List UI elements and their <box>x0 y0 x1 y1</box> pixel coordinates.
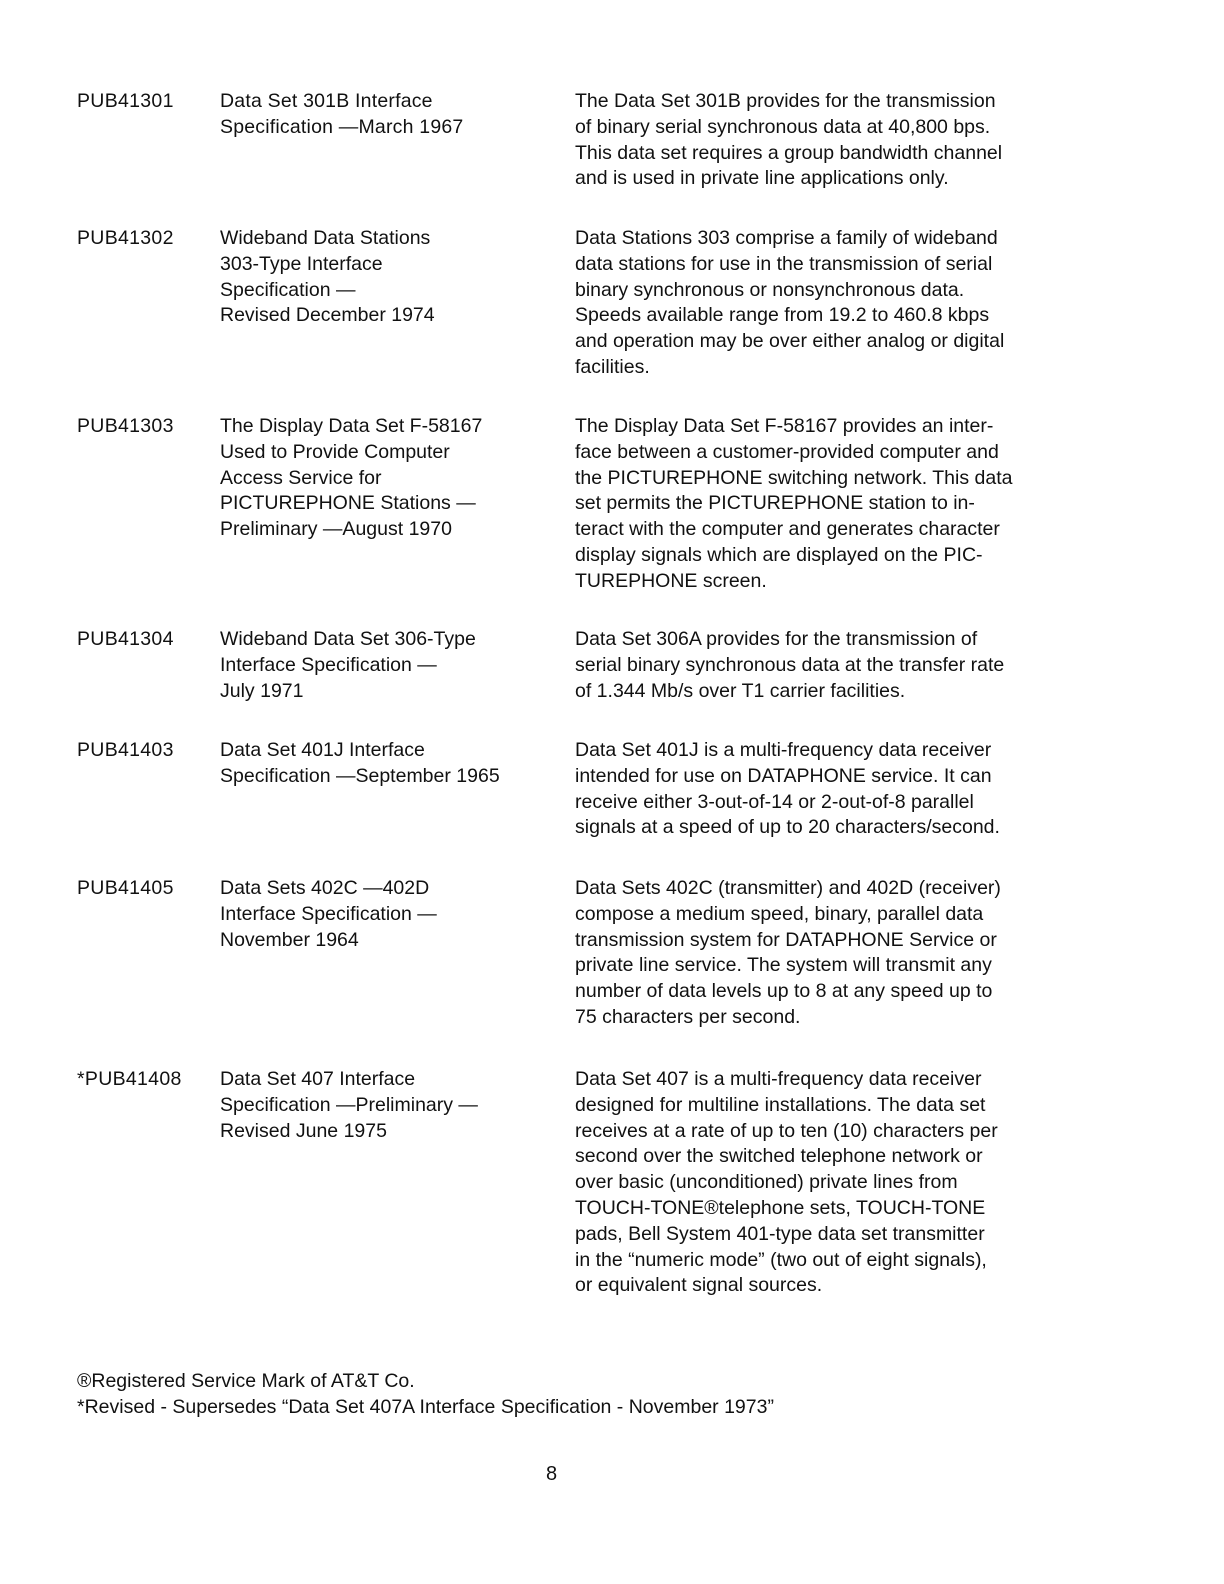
publication-entry <box>0 414 1224 627</box>
publication-description: Data Stations 303 comprise a family of wideband data stations for use in the transmission of serial binary synchronous or nonsynchronous data. Speeds available range from 19.2 to 460.8 kbps and operation may be over either analog or digital facilities. <box>575 227 1005 378</box>
publication-entry <box>0 876 1224 1067</box>
publication-id: PUB41302 <box>77 227 174 249</box>
publication-id: PUB41405 <box>77 877 174 899</box>
publication-description: Data Sets 402C (transmitter) and 402D (receiver) compose a medium speed, binary, parallel data transmission system for DATAPHONE Service or private line service. The system will transmit any number of data levels up to 8 at any speed up to 75 characters per second. <box>575 877 1001 1028</box>
publication-title: Data Set 407 Interface Specification —Preliminary — Revised June 1975 <box>220 1068 478 1142</box>
publication-id: PUB41304 <box>77 628 174 650</box>
footnote-revised: *Revised - Supersedes “Data Set 407A Interface Specification - November 1973” <box>77 1396 774 1418</box>
publication-description: Data Set 407 is a multi-frequency data receiver designed for multiline installations. The data set receives at a rate of up to ten (10) characters per second over the switched telephone network or over basic (unconditioned) private lines from TOUCH-TONE®telephone sets, TOUCH-TONE pads, Bell System 401-type data set transmitter in the “numeric mode” (two out of eight signals), or equivalent signal sources. <box>575 1068 998 1297</box>
publication-description: The Data Set 301B provides for the transmission of binary serial synchronous data at 40,800 bps. This data set requires a group bandwidth channel and is used in private line applications only. <box>575 90 1003 190</box>
publication-entry <box>0 1067 1224 1307</box>
publication-list <box>0 89 1224 1307</box>
publication-title: Data Set 401J Interface Specification —September 1965 <box>220 739 500 787</box>
publication-description: The Display Data Set F-58167 provides an inter- face between a customer-provided computer and the PICTUREPHONE switching network. This data set permits the PICTUREPHONE station to in- teract with the computer and generates character display signals which are displayed on the PIC- TUREPHONE screen. <box>575 415 1013 592</box>
publication-id: PUB41303 <box>77 415 174 437</box>
publication-id: *PUB41408 <box>77 1068 182 1090</box>
publication-id: PUB41403 <box>77 739 174 761</box>
publication-entry <box>0 738 1224 876</box>
publication-id: PUB41301 <box>77 90 174 112</box>
footnotes <box>77 1368 1077 1420</box>
publication-title: Data Set 301B Interface Specification —March 1967 <box>220 90 464 138</box>
publication-description: Data Set 401J is a multi-frequency data receiver intended for use on DATAPHONE service. It can receive either 3-out-of-14 or 2-out-of-8 parallel signals at a speed of up to 20 characters/second. <box>575 739 1000 839</box>
page-number: 8 <box>545 1463 558 1485</box>
publication-entry <box>0 226 1224 414</box>
publication-entry <box>0 627 1224 738</box>
publication-title: The Display Data Set F-58167 Used to Provide Computer Access Service for PICTUREPHONE Stations — Preliminary —August 1970 <box>220 415 483 541</box>
publication-title: Wideband Data Set 306-Type Interface Specification — July 1971 <box>220 628 476 702</box>
publication-description: Data Set 306A provides for the transmission of serial binary synchronous data at the transfer rate of 1.344 Mb/s over T1 carrier facilities. <box>575 628 1005 702</box>
publication-title: Wideband Data Stations 303-Type Interface Specification — Revised December 1974 <box>220 227 435 327</box>
publication-entry <box>0 89 1224 226</box>
publication-title: Data Sets 402C —402D Interface Specification — November 1964 <box>220 877 437 951</box>
footnote-registered: ®Registered Service Mark of AT&T Co. <box>77 1370 415 1392</box>
